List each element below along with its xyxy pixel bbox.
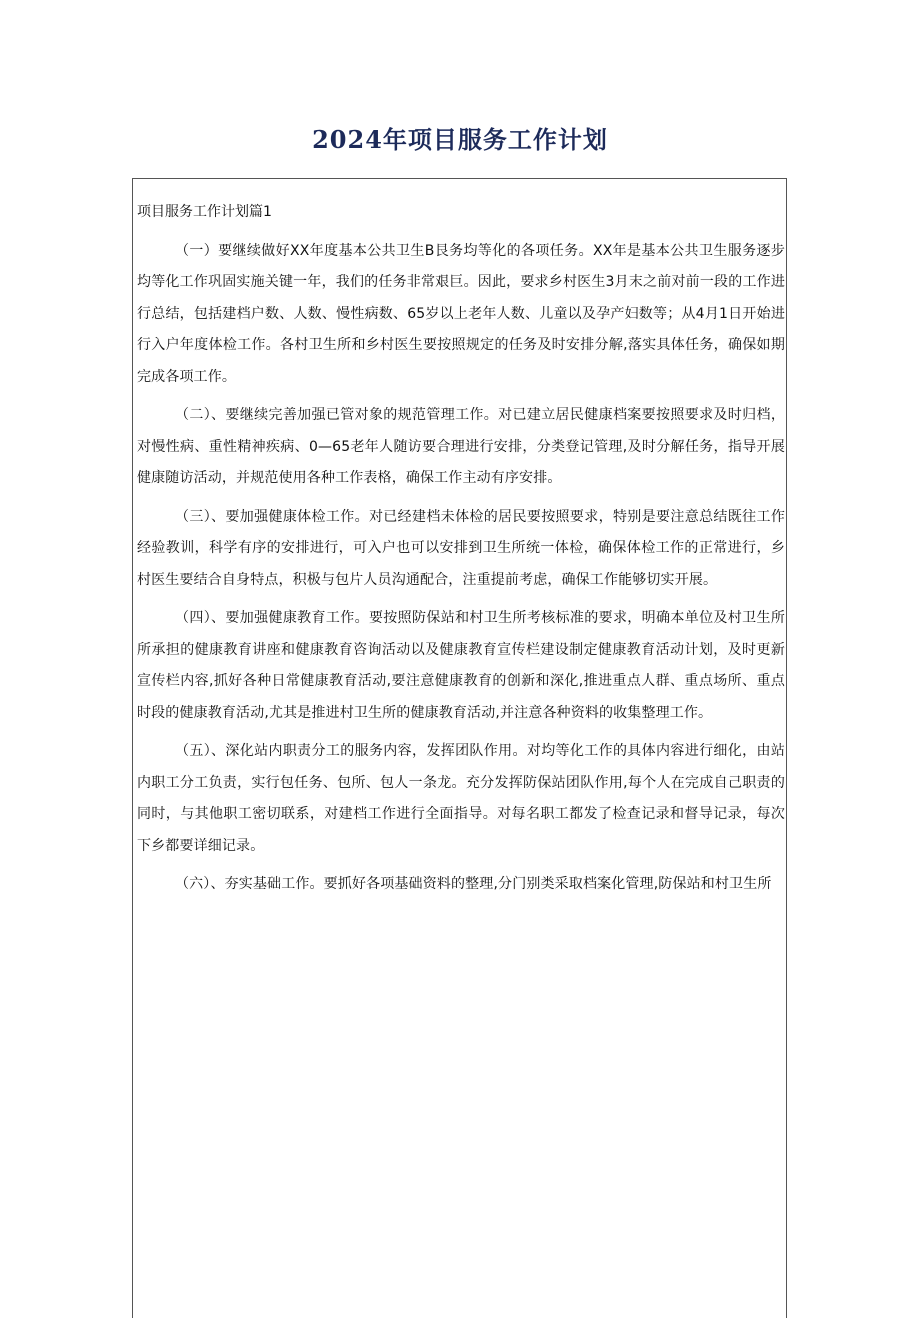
section-heading: 项目服务工作计划篇1 xyxy=(137,204,272,220)
paragraph-5: （五）、深化站内职责分工的服务内容，发挥团队作用。对均等化工作的具体内容进行细化，由站内职工分工负责，实行包任务、包所、包人一条龙。充分发挥防保站团队作用,每个人在完成自己职责的同时，与其他职工密切联系，对建档工作进行全面指导。对每名职工都发了检查记录和督导记录，每次下乡都要详细记录。 xyxy=(137,743,785,854)
document-body xyxy=(137,197,785,908)
document-title: 2024年项目服务工作计划 xyxy=(312,125,608,154)
paragraph-1: （一）要继续做好XX年度基本公共卫生B艮务均等化的各项任务。XX年是基本公共卫生服务逐步均等化工作巩固实施关键一年，我们的任务非常艰巨。因此，要求乡村医生3月末之前对前一段的工作进行总结，包括建档户数、人数、慢性病数、65岁以上老年人数、儿童以及孕产妇数等；从4月1日开始进行入户年度体检工作。各村卫生所和乡村医生要按照规定的任务及时安排分解,落实具体任务，确保如期完成各项工作。 xyxy=(137,242,785,385)
paragraph-3: （三）、要加强健康体检工作。对已经建档未体检的居民要按照要求，特别是要注意总结既往工作经验教训，科学有序的安排进行，可入户也可以安排到卫生所统一体检，确保体检工作的正常进行，乡村医生要结合自身特点，积极与包片人员沟通配合，注重提前考虑，确保工作能够切实开展。 xyxy=(137,508,785,588)
paragraph-4: （四）、要加强健康教育工作。要按照防保站和村卫生所考核标准的要求，明确本单位及村卫生所所承担的健康教育讲座和健康教育咨询活动以及健康教育宣传栏建设制定健康教育活动计划，及时更新宣传栏内容,抓好各种日常健康教育活动,要注意健康教育的创新和深化,推进重点人群、重点场所、重点时段的健康教育活动,尤其是推进村卫生所的健康教育活动,并注意各种资料的收集整理工作。 xyxy=(137,610,785,721)
paragraph-2: （二）、要继续完善加强已管对象的规范管理工作。对已建立居民健康档案要按照要求及时归档，对慢性病、重性精神疾病、0—65老年人随访要合理进行安排，分类登记管理,及时分解任务，指导开展健康随访活动，并规范使用各种工作表格，确保工作主动有序安排。 xyxy=(137,407,785,486)
paragraph-6: （六）、夯实基础工作。要抓好各项基础资料的整理,分门别类采取档案化管理,防保站和村卫生所 xyxy=(175,876,772,892)
